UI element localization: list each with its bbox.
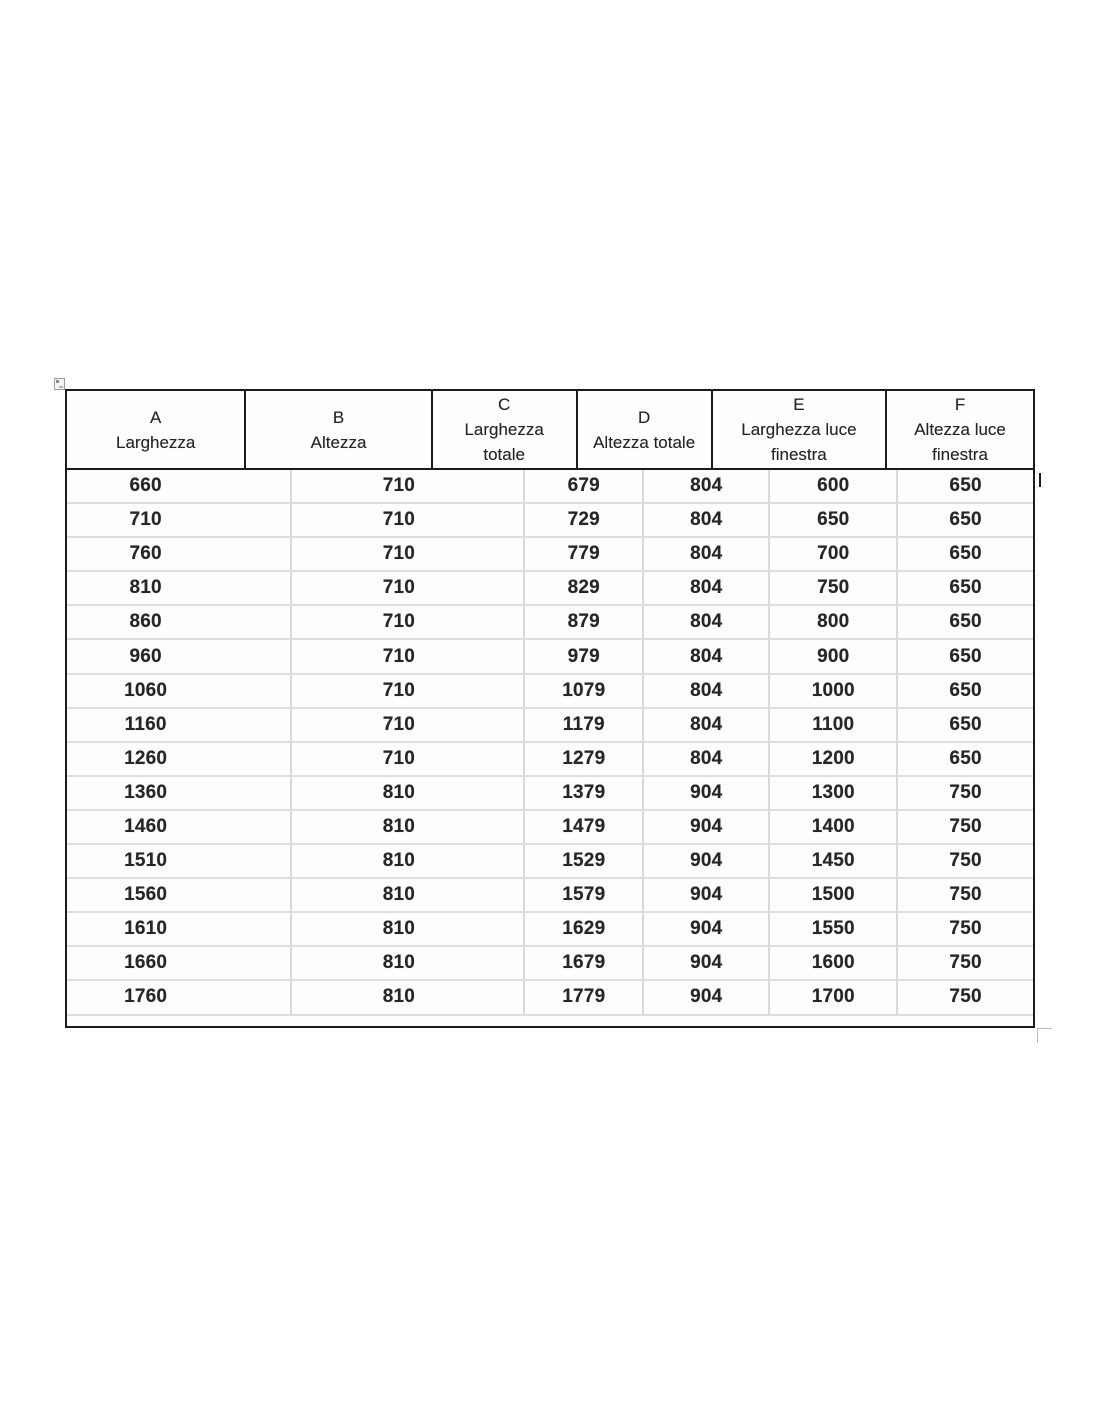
table-cell: 710 [292,709,525,743]
table-cell: 904 [644,845,770,879]
table-cell: 900 [770,640,898,674]
table-cell: 904 [644,913,770,947]
table-cell: 904 [644,811,770,845]
table-cell: 750 [898,913,1033,947]
table-row [67,777,1033,811]
table-cell: 1450 [770,845,898,879]
column-header-line: Altezza [310,432,367,452]
column-header-line: D [637,407,651,427]
table-row [67,879,1033,913]
table-cell: 810 [292,913,525,947]
table-row [67,811,1033,845]
table-cell: 750 [770,572,898,606]
table-cell: 729 [525,504,644,538]
table-cell: 1610 [67,913,292,947]
table-cell: 860 [67,606,292,640]
table-cell: 710 [67,504,292,538]
table-row [67,675,1033,709]
table-row [67,538,1033,572]
table-cell: 750 [898,947,1033,981]
table-cell: 660 [67,470,292,504]
table-cell: 650 [770,504,898,538]
table-row [67,470,1033,504]
table-cell: 804 [644,538,770,572]
column-header-line: E [793,395,805,414]
table-cell: 1479 [525,811,644,845]
table-cell: 650 [898,640,1033,674]
table-cell: 904 [644,947,770,981]
table-cell: 750 [898,811,1033,845]
table-cell: 810 [292,981,525,1015]
table-cell: 1579 [525,879,644,913]
column-header-line: Larghezza luce [741,420,857,439]
table-body [65,470,1035,1028]
table-cell: 1760 [67,981,292,1015]
table-cell: 650 [898,470,1033,504]
column-header-f [885,391,1033,468]
column-header-line: Altezza luce [914,420,1006,439]
table-cell: 710 [292,640,525,674]
table-cell: 1100 [770,709,898,743]
column-header-line: F [954,395,966,414]
table-cell: 710 [292,572,525,606]
table-cell: 1660 [67,947,292,981]
table-cell: 829 [525,572,644,606]
dimensions-table [65,389,1035,1028]
table-cell: 679 [525,470,644,504]
table-row [67,709,1033,743]
table-row [67,572,1033,606]
table-row [67,845,1033,879]
table-cell: 960 [67,640,292,674]
table-cell: 1600 [770,947,898,981]
table-cell: 650 [898,675,1033,709]
table-cell: 1300 [770,777,898,811]
scan-corner-artifact [1037,1028,1052,1043]
table-row [67,947,1033,981]
table-cell: 650 [898,572,1033,606]
table-cell: 804 [644,470,770,504]
table-cell: 750 [898,777,1033,811]
table-cell: 1379 [525,777,644,811]
table-row [67,606,1033,640]
table-cell: 710 [292,743,525,777]
table-cell: 750 [898,845,1033,879]
table-cell: 810 [292,777,525,811]
table-cell: 804 [644,743,770,777]
table-cell: 1279 [525,743,644,777]
column-header-line: totale [483,445,525,464]
table-cell: 1700 [770,981,898,1015]
table-cell: 810 [292,845,525,879]
table-cell: 804 [644,675,770,709]
table-cell: 750 [898,981,1033,1015]
table-cell: 710 [292,470,525,504]
text-cursor-artifact [1039,473,1041,487]
table-cell: 710 [292,675,525,709]
column-header-c [431,391,576,468]
table-cell: 650 [898,538,1033,572]
column-header-line: Larghezza [464,420,544,439]
table-cell: 650 [898,504,1033,538]
table-cell: 710 [292,606,525,640]
table-cell: 804 [644,709,770,743]
table-cell: 1529 [525,845,644,879]
object-anchor-icon [54,378,65,390]
column-header-e [711,391,885,468]
table-cell: 804 [644,640,770,674]
table-cell: 1200 [770,743,898,777]
table-cell: 1400 [770,811,898,845]
table-row [67,640,1033,674]
table-cell: 1060 [67,675,292,709]
table-cell: 904 [644,879,770,913]
table-cell: 804 [644,504,770,538]
table-cell: 650 [898,743,1033,777]
table-cell: 879 [525,606,644,640]
table-row [67,981,1033,1015]
table-cell: 779 [525,538,644,572]
column-header-d [576,391,711,468]
table-cell: 1000 [770,675,898,709]
column-header-line: Altezza totale [593,432,696,452]
table-cell: 1510 [67,845,292,879]
table-cell: 1500 [770,879,898,913]
table-cell: 1460 [67,811,292,845]
table-cell: 800 [770,606,898,640]
table-cell: 810 [292,879,525,913]
column-header-line: B [332,407,345,427]
table-cell: 1160 [67,709,292,743]
column-header-line: finestra [932,445,988,464]
table-cell: 1560 [67,879,292,913]
table-cell: 750 [898,879,1033,913]
table-cell: 710 [292,504,525,538]
table-cell: 804 [644,572,770,606]
table-row [67,504,1033,538]
table-cell: 979 [525,640,644,674]
column-header-line: C [498,395,511,414]
table-cell: 1679 [525,947,644,981]
table-cell: 810 [292,947,525,981]
table-cell: 650 [898,606,1033,640]
table-cell: 650 [898,709,1033,743]
table-cell: 1179 [525,709,644,743]
column-header-b [244,391,430,468]
table-cell: 700 [770,538,898,572]
table-cell: 1260 [67,743,292,777]
table-cell: 804 [644,606,770,640]
column-header-a [67,391,244,468]
table-row [67,913,1033,947]
table-cell: 1550 [770,913,898,947]
table-cell: 904 [644,981,770,1015]
table-header-row [65,389,1035,470]
table-cell: 1360 [67,777,292,811]
table-cell: 810 [67,572,292,606]
column-header-line: A [150,407,162,427]
table-cell: 1079 [525,675,644,709]
table-cell: 760 [67,538,292,572]
column-header-line: finestra [771,445,827,464]
table-row [67,743,1033,777]
column-header-line: Larghezza [116,432,196,452]
table-cell: 710 [292,538,525,572]
table-cell: 1779 [525,981,644,1015]
table-cell: 904 [644,777,770,811]
table-cell: 600 [770,470,898,504]
table-cell: 810 [292,811,525,845]
table-cell: 1629 [525,913,644,947]
